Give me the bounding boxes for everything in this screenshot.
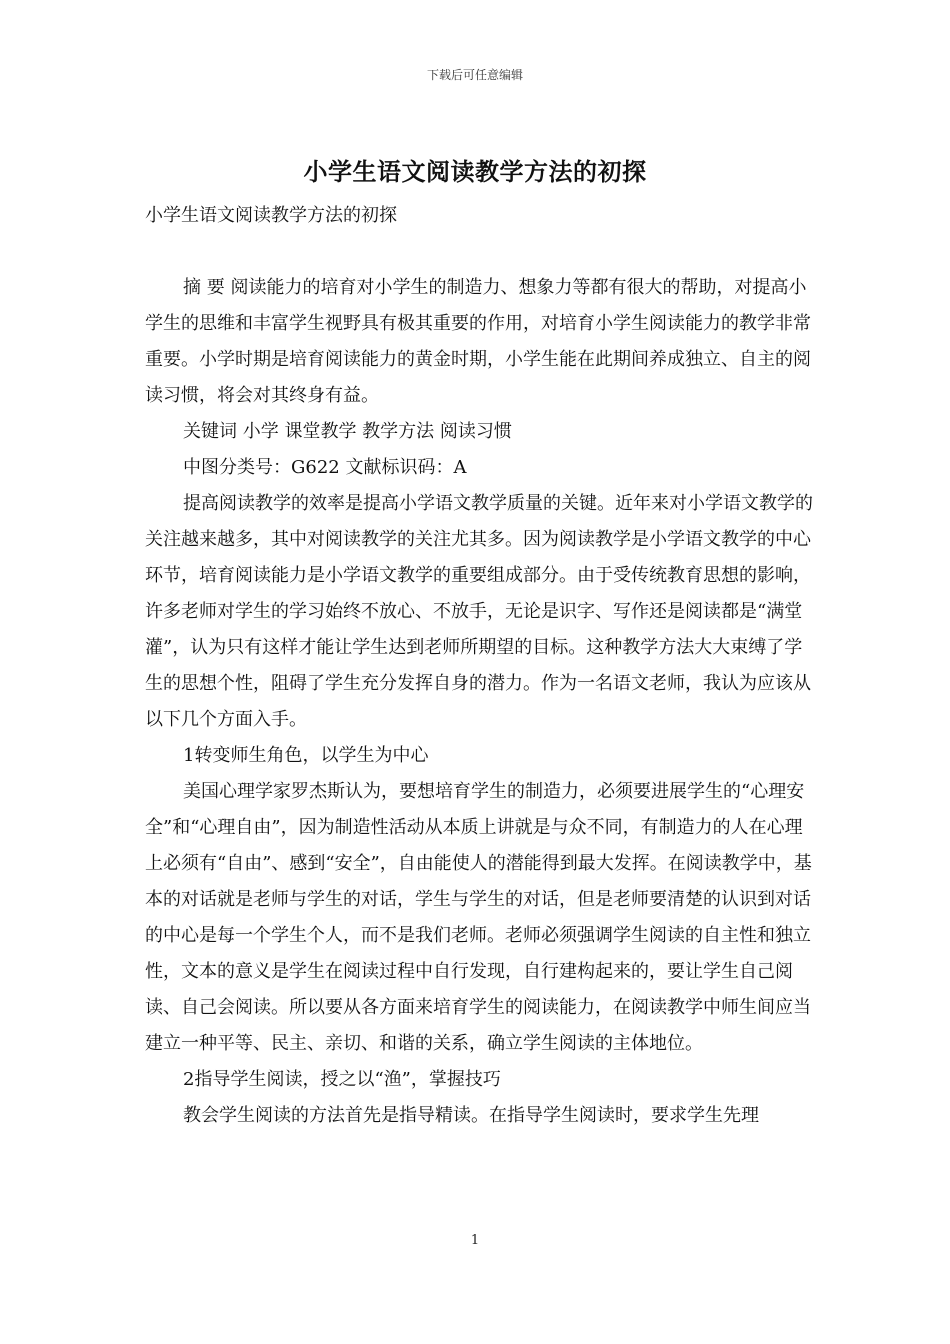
abstract-paragraph: 摘 要 阅读能力的培育对小学生的制造力、想象力等都有很大的帮助，对提高小学生的思维和丰富学生视野具有极其重要的作用，对培育小学生阅读能力的教学非常重要。小学时期是培育阅读能力的黄金时期，小学生能在此期间养成独立、自主的阅读习惯，将会对其终身有益。 — [145, 277, 811, 406]
keywords-line: 关键词 小学 课堂教学 教学方法 阅读习惯 — [183, 421, 512, 442]
blank-line — [145, 234, 815, 270]
section-2-paragraph: 教会学生阅读的方法首先是指导精读。在指导学生阅读时，要求学生先理 — [183, 1105, 759, 1126]
section-2-heading: 2指导学生阅读，授之以“渔”，掌握技巧 — [183, 1069, 501, 1090]
page-number: 1 — [470, 1233, 480, 1248]
document-body — [145, 198, 815, 1134]
document-title: 小学生语文阅读教学方法的初探 — [303, 157, 647, 186]
section-1-paragraph: 美国心理学家罗杰斯认为，要想培育学生的制造力，必须要进展学生的“心理安全”和“心理自由”，因为制造性活动从本质上讲就是与众不同，有制造力的人在心理上必须有“自由”、感到“安全”，自由能使人的潜能得到最大发挥。在阅读教学中，基本的对话就是老师与学生的对话，学生与学生的对话，但是老师要清楚的认识到对话的中心是每一个学生个人，而不是我们老师。老师必须强调学生阅读的自主性和独立性，文本的意义是学生在阅读过程中自行发现，自行建构起来的，要让学生自己阅读、自己会阅读。所以要从各方面来培育学生的阅读能力，在阅读教学中师生间应当建立一种平等、民主、亲切、和谐的关系，确立学生阅读的主体地位。 — [145, 781, 812, 1054]
subtitle: 小学生语文阅读教学方法的初探 — [145, 205, 397, 226]
classification-line: 中图分类号：G622 文献标识码：A — [183, 457, 467, 478]
page-header: 下载后可任意编辑 — [426, 68, 523, 82]
intro-paragraph: 提高阅读教学的效率是提高小学语文教学质量的关键。近年来对小学语文教学的关注越来越多，其中对阅读教学的关注尤其多。因为阅读教学是小学语文教学的中心环节，培育阅读能力是小学语文教学的重要组成部分。由于受传统教育思想的影响，许多老师对学生的学习始终不放心、不放手，无论是识字、写作还是阅读都是“满堂灌”，认为只有这样才能让学生达到老师所期望的目标。这种教学方法大大束缚了学生的思想个性，阻碍了学生充分发挥自身的潜力。作为一名语文老师，我认为应该从以下几个方面入手。 — [145, 493, 813, 730]
section-1-heading: 1转变师生角色，以学生为中心 — [183, 745, 429, 766]
